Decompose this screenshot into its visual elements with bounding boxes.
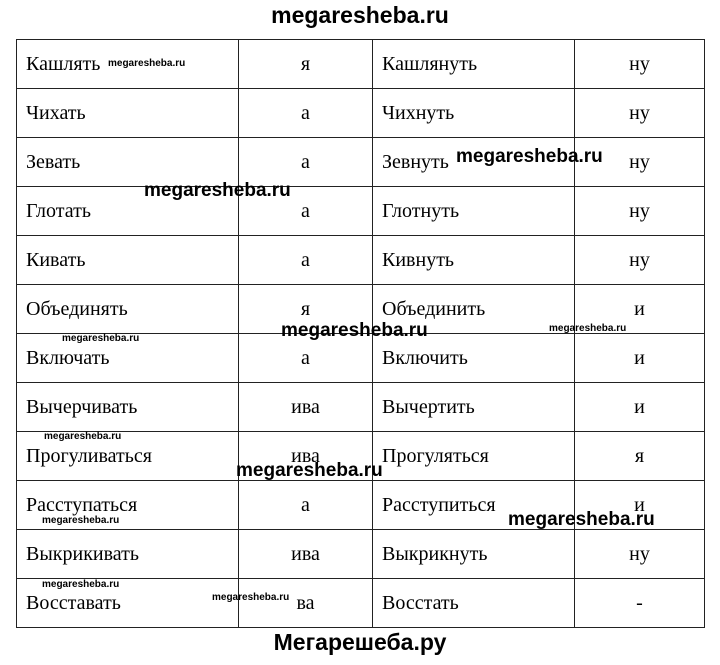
table-row	[17, 530, 705, 579]
perfective-suffix: и	[575, 481, 705, 530]
watermark: megaresheba.ru	[212, 592, 290, 603]
watermark: megaresheba.ru	[108, 58, 186, 69]
imperfective-suffix: ва	[239, 579, 373, 628]
table-row	[17, 579, 705, 628]
watermark: megaresheba.ru	[144, 180, 291, 201]
watermark: megaresheba.ru	[236, 460, 383, 481]
table-row	[17, 236, 705, 285]
perfective-verb: Расступиться	[373, 481, 575, 530]
perfective-suffix: и	[575, 285, 705, 334]
perfective-verb: Глотнуть	[373, 187, 575, 236]
perfective-verb: Прогуляться	[373, 432, 575, 481]
perfective-suffix: ну	[575, 236, 705, 285]
imperfective-suffix: а	[239, 89, 373, 138]
perfective-verb: Кашлянуть	[373, 40, 575, 89]
watermark: megaresheba.ru	[42, 515, 120, 526]
perfective-verb: Включить	[373, 334, 575, 383]
imperfective-verb: Вычерчивать	[17, 383, 239, 432]
perfective-suffix: ну	[575, 40, 705, 89]
imperfective-suffix: я	[239, 40, 373, 89]
imperfective-suffix: а	[239, 187, 373, 236]
perfective-suffix: и	[575, 383, 705, 432]
watermark: megaresheba.ru	[508, 509, 655, 530]
imperfective-suffix: а	[239, 334, 373, 383]
perfective-suffix: -	[575, 579, 705, 628]
imperfective-verb: Прогуливаться	[17, 432, 239, 481]
perfective-verb: Выкрикнуть	[373, 530, 575, 579]
imperfective-verb: Объединять	[17, 285, 239, 334]
watermark: megaresheba.ru	[44, 431, 122, 442]
perfective-suffix: ну	[575, 138, 705, 187]
perfective-suffix: я	[575, 432, 705, 481]
watermark: megaresheba.ru	[281, 320, 428, 341]
imperfective-suffix: ива	[239, 530, 373, 579]
watermark: megaresheba.ru	[62, 333, 140, 344]
imperfective-verb: Чихать	[17, 89, 239, 138]
perfective-verb: Восстать	[373, 579, 575, 628]
site-header: megaresheba.ru	[271, 2, 449, 28]
imperfective-verb: Кивать	[17, 236, 239, 285]
imperfective-verb: Включать	[17, 334, 239, 383]
perfective-verb: Объединить	[373, 285, 575, 334]
perfective-verb: Чихнуть	[373, 89, 575, 138]
perfective-suffix: ну	[575, 530, 705, 579]
perfective-suffix: ну	[575, 187, 705, 236]
imperfective-verb: Выкрикивать	[17, 530, 239, 579]
imperfective-suffix: ива	[239, 383, 373, 432]
imperfective-verb: Расступаться	[17, 481, 239, 530]
watermark: megaresheba.ru	[549, 323, 627, 334]
imperfective-verb: Восставать	[17, 579, 239, 628]
perfective-verb: Зевнуть	[373, 138, 575, 187]
table-row	[17, 89, 705, 138]
perfective-verb: Кивнуть	[373, 236, 575, 285]
imperfective-suffix: ива	[239, 432, 373, 481]
perfective-suffix: и	[575, 334, 705, 383]
imperfective-verb: Глотать	[17, 187, 239, 236]
imperfective-suffix: а	[239, 236, 373, 285]
imperfective-suffix: а	[239, 138, 373, 187]
site-footer: Мегарешеба.ру	[273, 629, 447, 655]
table-row	[17, 383, 705, 432]
perfective-verb: Вычертить	[373, 383, 575, 432]
imperfective-suffix: а	[239, 481, 373, 530]
imperfective-verb: Кашлять	[17, 40, 239, 89]
watermark: megaresheba.ru	[456, 146, 603, 167]
imperfective-verb: Зевать	[17, 138, 239, 187]
table-row	[17, 187, 705, 236]
perfective-suffix: ну	[575, 89, 705, 138]
watermark: megaresheba.ru	[42, 579, 120, 590]
imperfective-suffix: я	[239, 285, 373, 334]
